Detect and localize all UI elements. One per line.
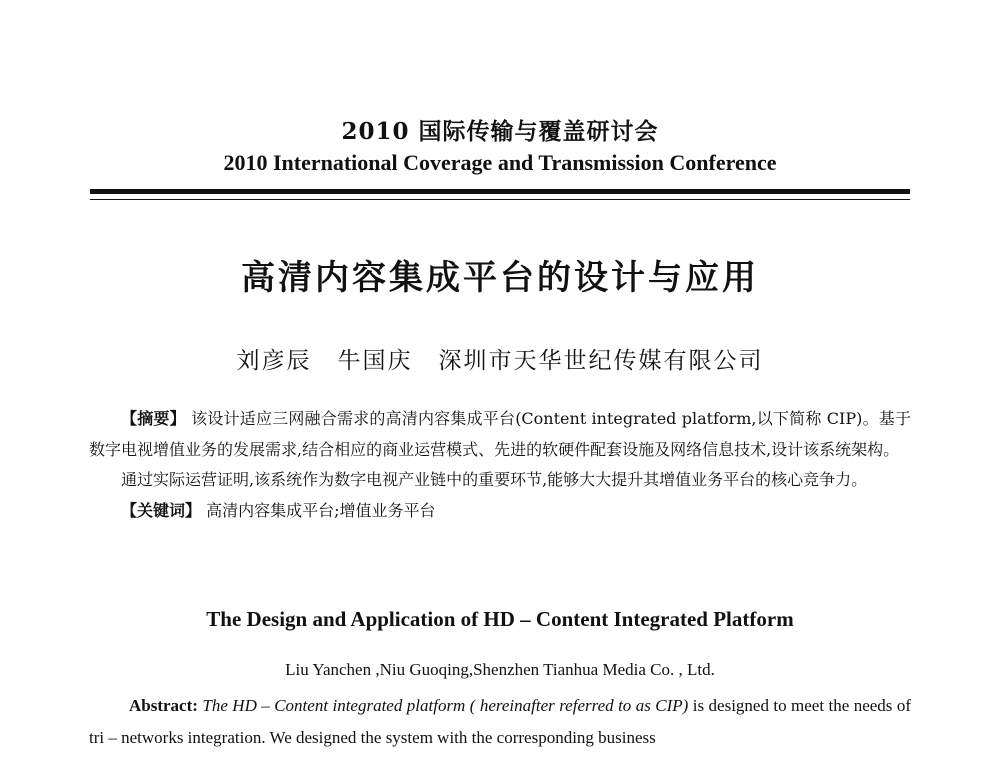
header-rule-thick xyxy=(90,189,910,194)
abstract-text-cn-2: 通过实际运营证明,该系统作为数字电视产业链中的重要环节,能够大大提升其增值业务平台的核心竞争力。 xyxy=(121,470,868,489)
conference-name-en: 2010 International Coverage and Transmission Conference xyxy=(223,150,777,175)
abstract-cn-paragraph-2 xyxy=(89,465,911,496)
paper-title-en: The Design and Application of HD – Content Integrated Platform xyxy=(206,607,794,631)
abstract-label-en: Abstract: xyxy=(129,696,198,715)
keywords-label-cn: 【关键词】 xyxy=(121,500,202,520)
abstract-cn-paragraph-1 xyxy=(89,404,911,465)
keywords-cn xyxy=(89,496,911,527)
abstract-text-en-italic: The HD – Content integrated platform ( hereinafter referred to as CIP) xyxy=(202,696,689,715)
author-2: 牛国庆 xyxy=(337,348,413,374)
authors-cn xyxy=(0,342,1000,375)
paper-title-cn: 高清内容集成平台的设计与应用 xyxy=(241,258,759,298)
abstract-label-cn: 【摘要】 xyxy=(121,409,186,428)
abstract-en xyxy=(89,690,911,754)
authors-en: Liu Yanchen ,Niu Guoqing,Shenzhen Tianhua Media Co. , Ltd. xyxy=(285,660,715,679)
abstract-cn xyxy=(89,404,911,526)
conference-name-cn: 2010 国际传输与覆盖研讨会 xyxy=(341,118,659,145)
header-rule-thin xyxy=(90,199,910,200)
abstract-text-en-rest: is designed to meet the needs of tri – networks integration. We designed the system with the corresponding business xyxy=(89,696,912,747)
author-1: 刘彦辰 xyxy=(236,348,312,374)
keywords-text-cn: 高清内容集成平台;增值业务平台 xyxy=(206,500,436,520)
abstract-text-cn-1: 该设计适应三网融合需求的高清内容集成平台(Content integrated platform,以下简称 CIP)。基于数字电视增值业务的发展需求,结合相应的商业运营模式、先进的软硬件配套设施及网络信息技术,设计该系统架构。 xyxy=(89,409,911,459)
affiliation-cn: 深圳市天华世纪传媒有限公司 xyxy=(438,348,764,374)
